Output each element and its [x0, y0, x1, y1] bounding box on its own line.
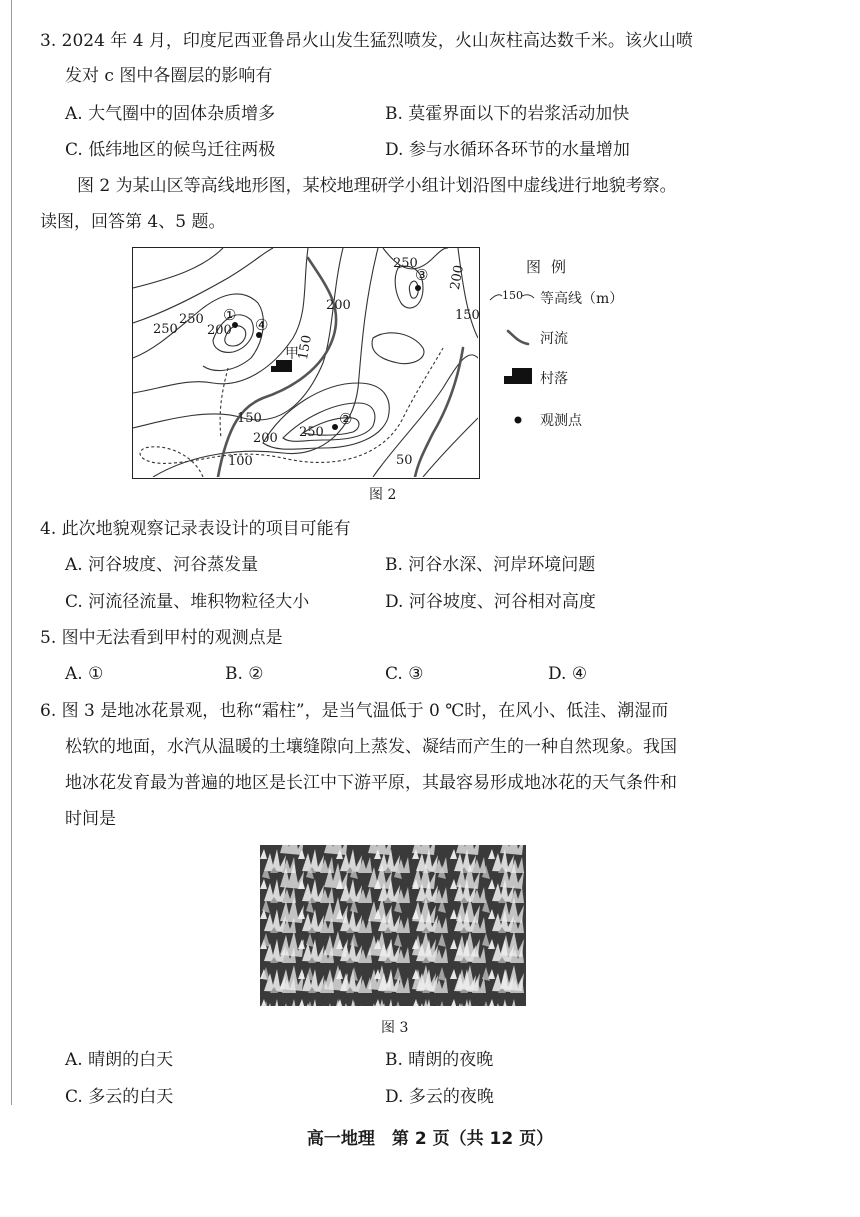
observation-point-2: ②	[339, 410, 353, 428]
contour-label: 100	[228, 454, 253, 469]
q3-option-a[interactable]: A. 大气圈中的固体杂质增多	[65, 104, 276, 124]
legend-river-label: 河流	[540, 331, 568, 347]
contour-label: 250	[299, 425, 324, 440]
page-margin-line	[11, 0, 12, 1105]
frost-column-photo	[260, 845, 526, 1006]
contour-label: 200	[207, 323, 232, 338]
figure3-caption: 图 3	[381, 1020, 409, 1036]
observation-point-4: ④	[255, 316, 269, 334]
q6-option-b[interactable]: B. 晴朗的夜晚	[385, 1050, 494, 1070]
q5-option-b[interactable]: B. ②	[225, 664, 264, 684]
q4-option-c[interactable]: C. 河流径流量、堆积物粒径大小	[65, 592, 310, 612]
legend-title: 图例	[526, 258, 577, 276]
legend-river	[488, 328, 628, 348]
q4-option-d[interactable]: D. 河谷坡度、河谷相对高度	[385, 592, 596, 612]
observation-point-1: ①	[223, 306, 237, 324]
river-line-icon	[488, 328, 536, 348]
frost-flowers-image	[260, 845, 526, 1006]
map-legend	[488, 250, 628, 440]
q5-stem: 5. 图中无法看到甲村的观测点是	[40, 628, 283, 648]
legend-village-label: 村落	[540, 371, 568, 387]
q6-stem-line3: 地冰花发育最为普遍的地区是长江中下游平原，其最容易形成地冰花的天气条件和	[65, 773, 677, 793]
q3-stem-line1: 3. 2024 年 4 月，印度尼西亚鲁昂火山发生猛烈喷发，火山灰柱高达数千米。该火山喷	[40, 31, 693, 51]
q5-option-d[interactable]: D. ④	[548, 664, 588, 684]
contour-label: 250	[393, 256, 418, 271]
q6-stem-line4: 时间是	[65, 809, 116, 829]
q6-option-a[interactable]: A. 晴朗的白天	[65, 1050, 174, 1070]
legend-village	[488, 368, 628, 388]
q3-option-c[interactable]: C. 低纬地区的候鸟迁往两极	[65, 140, 276, 160]
legend-contour-label: 等高线（m）	[540, 291, 624, 307]
legend-point-label: 观测点	[540, 413, 582, 429]
contour-label: 150	[455, 308, 480, 323]
q5-option-c[interactable]: C. ③	[385, 664, 424, 684]
intro-line1: 图 2 为某山区等高线地形图，某校地理研学小组计划沿图中虚线进行地貌考察。	[77, 176, 677, 196]
contour-label: 150	[295, 333, 315, 362]
q3-stem-line2: 发对 c 图中各圈层的影响有	[65, 66, 273, 86]
q6-option-c[interactable]: C. 多云的白天	[65, 1087, 174, 1107]
contour-label: 200	[447, 263, 467, 292]
contour-label: 250	[179, 312, 204, 327]
q6-option-d[interactable]: D. 多云的夜晚	[385, 1087, 494, 1107]
contour-label: 50	[396, 453, 413, 468]
intro-line2: 读图，回答第 4、5 题。	[40, 212, 226, 232]
q3-option-b[interactable]: B. 莫霍界面以下的岩浆活动加快	[385, 104, 630, 124]
observation-point-3: ③	[415, 266, 429, 284]
q6-stem-line2: 松软的地面，水汽从温暖的土壤缝隙向上蒸发、凝结而产生的一种自然现象。我国	[65, 737, 677, 757]
q6-stem-line1: 6. 图 3 是地冰花景观，也称“霜柱”，是当气温低于 0 ℃时，在风小、低洼、潮湿而	[40, 701, 669, 721]
contour-map	[132, 247, 480, 479]
contour-label: 250	[153, 322, 178, 337]
q4-option-a[interactable]: A. 河谷坡度、河谷蒸发量	[65, 555, 259, 575]
legend-point	[488, 410, 628, 430]
figure2-caption: 图 2	[369, 487, 397, 503]
q5-option-a[interactable]: A. ①	[65, 664, 104, 684]
observation-point-icon	[488, 410, 536, 430]
contour-label: 200	[326, 298, 351, 313]
village-jia-label: 甲	[285, 346, 299, 362]
legend-contour	[488, 288, 628, 308]
q4-stem: 4. 此次地貌观察记录表设计的项目可能有	[40, 519, 351, 539]
contour-label: 150	[237, 411, 262, 426]
legend-contour-sample: 150	[502, 289, 523, 302]
q4-option-b[interactable]: B. 河谷水深、河岸环境问题	[385, 555, 596, 575]
village-icon	[488, 368, 536, 390]
q3-option-d[interactable]: D. 参与水循环各环节的水量增加	[385, 140, 630, 160]
page-footer: 高一地理 第 2 页（共 12 页）	[306, 1129, 554, 1149]
contour-label: 200	[253, 431, 278, 446]
